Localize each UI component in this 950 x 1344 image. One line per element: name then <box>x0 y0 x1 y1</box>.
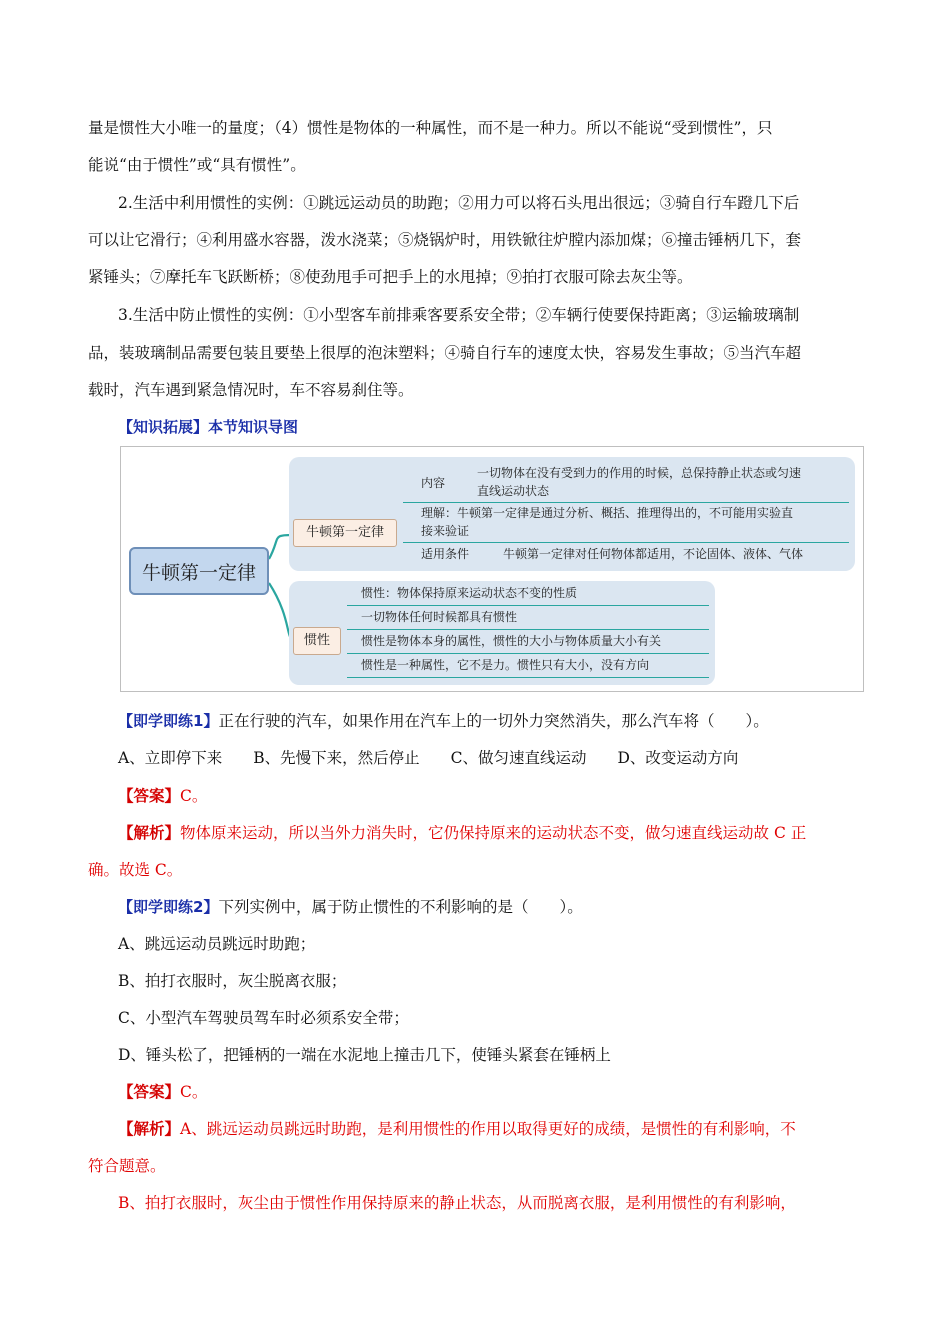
analysis-line <box>118 1119 898 1139</box>
content-text: 直线运动状态 <box>477 484 550 498</box>
condition-label: 适用条件 <box>421 547 470 561</box>
answer-tag: 【答案】 <box>118 1083 181 1101</box>
answer-line <box>118 786 898 806</box>
question-tag: 【即学即练2】 <box>118 898 219 916</box>
answer-value: C。 <box>180 787 208 805</box>
option-a: A、跳远运动员跳远时助跑； <box>118 935 316 953</box>
paragraph-line: 紧锤头；⑦摩托车飞跃断桥；⑧使劲甩手可把手上的水甩掉；⑨拍打衣服可除去灰尘等。 <box>88 268 693 286</box>
paragraph-line: 可以让它滑行；④利用盛水容器，泼水浇菜；⑤烧锅炉时，用铁锨往炉膛内添加煤；⑥撞击锤柄几下，套 <box>88 231 802 249</box>
answer-value: C。 <box>180 1083 208 1101</box>
paragraph-line: 品，装玻璃制品需要包装且要垫上很厚的泡沫塑料；④骑自行车的速度太快，容易发生事故；⑤当汽车超 <box>88 344 802 362</box>
content-label: 内容 <box>421 476 446 490</box>
inertia-item: 惯性是物体本身的属性，惯性的大小与物体质量大小有关 <box>361 634 662 648</box>
answer-line <box>118 1082 898 1102</box>
inertia-item: 惯性：物体保持原来运动状态不变的性质 <box>361 586 578 600</box>
paragraph-line: 载时，汽车遇到紧急情况时，车不容易刹住等。 <box>88 381 414 399</box>
question-2 <box>118 897 898 917</box>
question-options: A、立即停下来 B、先慢下来，然后停止 C、做匀速直线运动 D、改变运动方向 <box>118 749 739 767</box>
branch1-label: 牛顿第一定律 <box>293 519 397 547</box>
mind-map-root: 牛顿第一定律 <box>129 547 269 595</box>
inertia-item: 一切物体任何时候都具有惯性 <box>361 610 518 624</box>
analysis-text: 物体原来运动，所以当外力消失时，它仍保持原来的运动状态不变，做匀速直线运动故 C 正 <box>180 824 807 842</box>
paragraph-line: 能说“由于惯性”或“具有惯性”。 <box>88 156 306 174</box>
condition-text: 牛顿第一定律对任何物体都适用，不论固体、液体、气体 <box>503 547 804 561</box>
option-d: D、锤头松了，把锤柄的一端在水泥地上撞击几下，使锤头紧套在锤柄上 <box>118 1046 611 1064</box>
inertia-item: 惯性是一种属性，它不是力。惯性只有大小，没有方向 <box>361 658 650 672</box>
understanding-text: 理解：牛顿第一定律是通过分析、概括、推理得出的，不可能用实验直 <box>421 506 794 520</box>
analysis-line: B、拍打衣服时，灰尘由于惯性作用保持原来的静止状态，从而脱离衣服，是利用惯性的有利影响， <box>118 1194 796 1212</box>
option-b: B、拍打衣服时，灰尘脱离衣服； <box>118 972 347 990</box>
paragraph-line: 2.生活中利用惯性的实例：①跳远运动员的助跑；②用力可以将石头甩出很远；③骑自行车蹬几下后 <box>118 194 800 212</box>
analysis-tag: 【解析】 <box>118 1120 181 1138</box>
understanding-text: 接来验证 <box>421 524 470 538</box>
analysis-line <box>118 823 898 843</box>
option-c: C、小型汽车驾驶员驾车时必须系安全带； <box>118 1009 409 1027</box>
question-1 <box>118 711 898 731</box>
paragraph-line: 量是惯性大小唯一的量度；（4）惯性是物体的一种属性，而不是一种力。所以不能说“受到惯性”，只 <box>88 119 773 137</box>
question-tag: 【即学即练1】 <box>118 712 219 730</box>
analysis-tag: 【解析】 <box>118 824 181 842</box>
content-text: 一切物体在没有受到力的作用的时候，总保持静止状态或匀速 <box>477 466 802 480</box>
question-stem: 正在行驶的汽车，如果作用在汽车上的一切外力突然消失，那么汽车将（ ）。 <box>218 712 769 730</box>
analysis-text: A、跳远运动员跳远时助跑，是利用惯性的作用以取得更好的成绩，是惯性的有利影响，不 <box>180 1120 796 1138</box>
branch2-label: 惯性 <box>293 627 341 655</box>
paragraph-line: 3.生活中防止惯性的实例：①小型客车前排乘客要系安全带；②车辆行使要保持距离；③运输玻璃制 <box>118 306 800 324</box>
section-heading: 【知识拓展】本节知识导图 <box>118 418 299 436</box>
analysis-line: 符合题意。 <box>88 1157 166 1175</box>
analysis-line: 确。故选 C。 <box>88 861 183 879</box>
answer-tag: 【答案】 <box>118 787 181 805</box>
mind-map <box>120 446 864 692</box>
question-stem: 下列实例中，属于防止惯性的不利影响的是（ ）。 <box>218 898 583 916</box>
